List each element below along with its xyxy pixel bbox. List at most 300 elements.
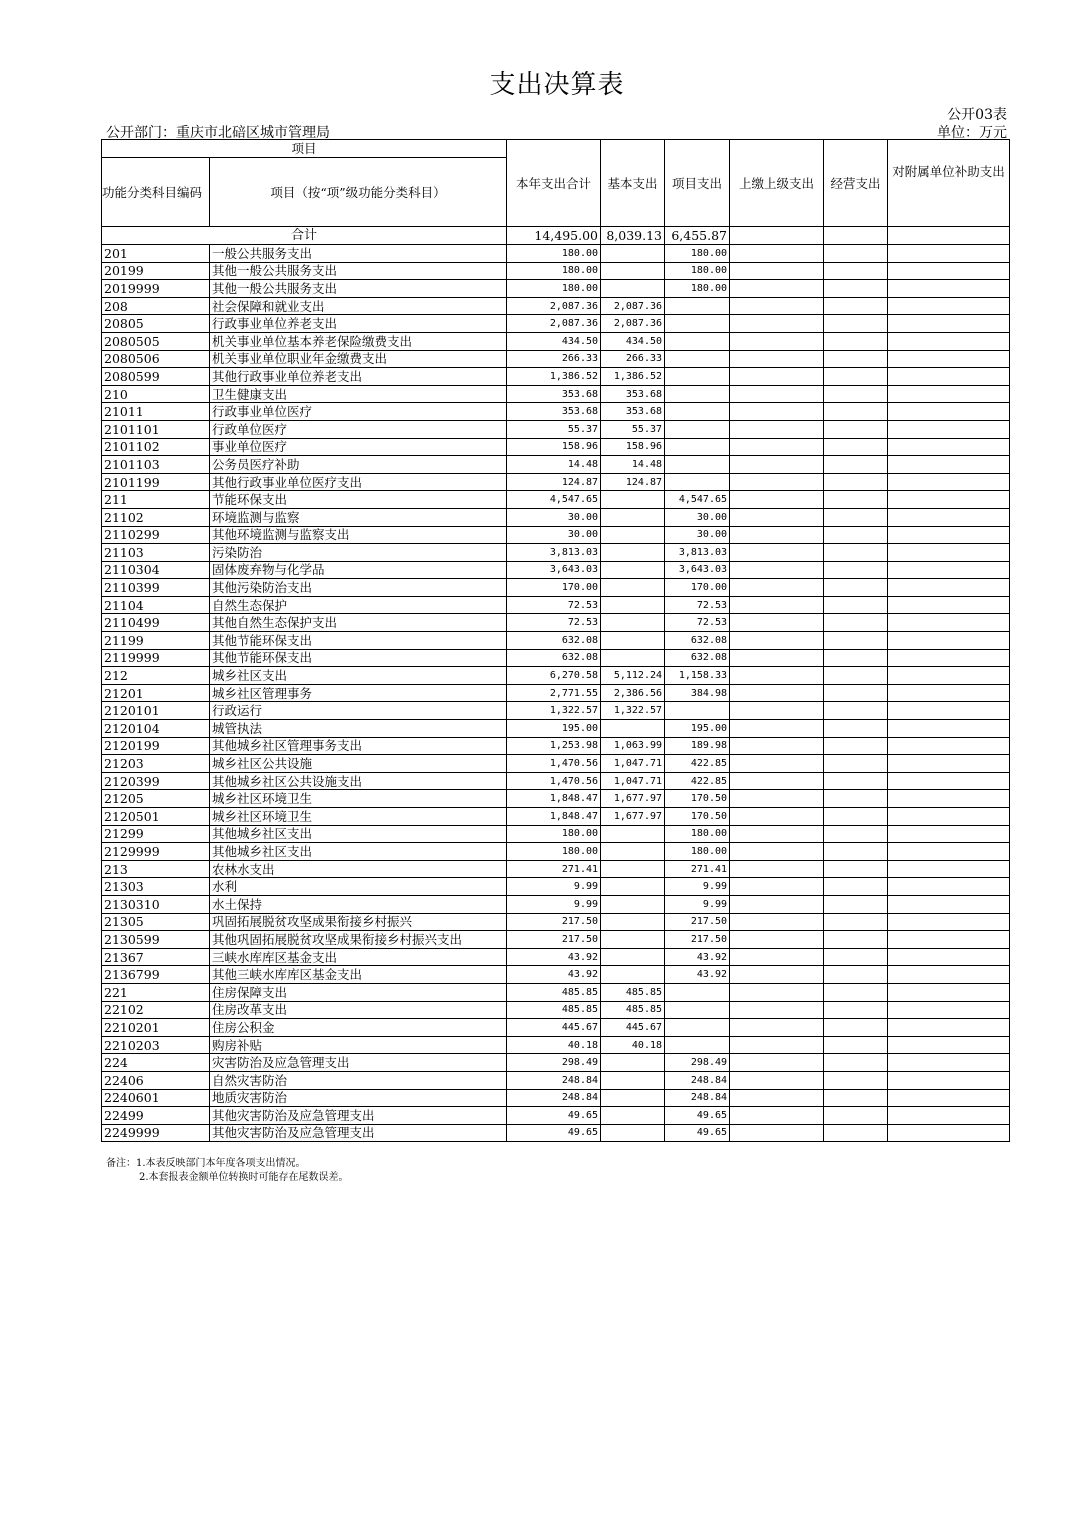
row-name: 城乡社区环境卫生 bbox=[210, 808, 507, 826]
row-subsidy bbox=[888, 878, 1010, 896]
row-business bbox=[824, 772, 888, 790]
row-project bbox=[665, 403, 730, 421]
row-basic bbox=[601, 913, 665, 931]
row-code: 2110499 bbox=[102, 614, 210, 632]
row-upper bbox=[730, 1019, 824, 1037]
row-upper bbox=[730, 508, 824, 526]
header-upper: 上缴上级支出 bbox=[730, 140, 824, 227]
row-project bbox=[665, 420, 730, 438]
row-basic: 1,047.71 bbox=[601, 755, 665, 773]
row-name: 其他灾害防治及应急管理支出 bbox=[210, 1124, 507, 1142]
row-name: 购房补贴 bbox=[210, 1036, 507, 1054]
row-subsidy bbox=[888, 262, 1010, 280]
row-upper bbox=[730, 473, 824, 491]
row-project: 30.00 bbox=[665, 508, 730, 526]
row-subsidy bbox=[888, 245, 1010, 263]
row-name: 水利 bbox=[210, 878, 507, 896]
row-basic bbox=[601, 966, 665, 984]
row-basic bbox=[601, 843, 665, 861]
row-business bbox=[824, 473, 888, 491]
table-row bbox=[102, 966, 1010, 984]
row-upper bbox=[730, 350, 824, 368]
row-project: 271.41 bbox=[665, 860, 730, 878]
row-code: 201 bbox=[102, 245, 210, 263]
row-basic: 1,677.97 bbox=[601, 790, 665, 808]
row-business bbox=[824, 684, 888, 702]
table-row bbox=[102, 1054, 1010, 1072]
row-upper bbox=[730, 860, 824, 878]
row-name: 环境监测与监察 bbox=[210, 508, 507, 526]
row-subsidy bbox=[888, 1107, 1010, 1125]
row-code: 22499 bbox=[102, 1107, 210, 1125]
row-upper bbox=[730, 579, 824, 597]
row-project bbox=[665, 438, 730, 456]
row-name: 农林水支出 bbox=[210, 860, 507, 878]
row-upper bbox=[730, 913, 824, 931]
row-upper bbox=[730, 808, 824, 826]
row-basic bbox=[601, 649, 665, 667]
row-project: 170.50 bbox=[665, 808, 730, 826]
row-business bbox=[824, 508, 888, 526]
row-total: 266.33 bbox=[507, 350, 601, 368]
row-upper bbox=[730, 1054, 824, 1072]
row-project bbox=[665, 1036, 730, 1054]
row-basic: 124.87 bbox=[601, 473, 665, 491]
row-basic bbox=[601, 544, 665, 562]
row-subsidy bbox=[888, 983, 1010, 1001]
row-project: 43.92 bbox=[665, 948, 730, 966]
row-upper bbox=[730, 843, 824, 861]
row-business bbox=[824, 385, 888, 403]
row-project bbox=[665, 368, 730, 386]
row-business bbox=[824, 1071, 888, 1089]
row-name: 城乡社区支出 bbox=[210, 667, 507, 685]
row-upper bbox=[730, 561, 824, 579]
row-code: 2249999 bbox=[102, 1124, 210, 1142]
row-business bbox=[824, 1089, 888, 1107]
row-name: 社会保障和就业支出 bbox=[210, 297, 507, 315]
row-subsidy bbox=[888, 579, 1010, 597]
row-business bbox=[824, 1124, 888, 1142]
header-row-1 bbox=[102, 140, 1010, 158]
header-subsidy: 对附属单位补助支出 bbox=[888, 140, 1010, 227]
header-total: 本年支出合计 bbox=[507, 140, 601, 227]
table-row bbox=[102, 1071, 1010, 1089]
row-subsidy bbox=[888, 772, 1010, 790]
table-row bbox=[102, 1089, 1010, 1107]
row-project: 248.84 bbox=[665, 1071, 730, 1089]
row-name: 住房保障支出 bbox=[210, 983, 507, 1001]
note-2: 2.本套报表金额单位转换时可能存在尾数误差。 bbox=[139, 1172, 349, 1183]
row-upper bbox=[730, 702, 824, 720]
row-project: 170.00 bbox=[665, 579, 730, 597]
row-upper bbox=[730, 632, 824, 650]
row-name: 其他一般公共服务支出 bbox=[210, 280, 507, 298]
row-subsidy bbox=[888, 1019, 1010, 1037]
row-subsidy bbox=[888, 544, 1010, 562]
row-code: 2110399 bbox=[102, 579, 210, 597]
row-subsidy bbox=[888, 649, 1010, 667]
row-business bbox=[824, 420, 888, 438]
row-basic bbox=[601, 895, 665, 913]
row-total: 43.92 bbox=[507, 948, 601, 966]
row-project: 170.50 bbox=[665, 790, 730, 808]
row-project: 422.85 bbox=[665, 772, 730, 790]
row-code: 2110304 bbox=[102, 561, 210, 579]
row-project: 422.85 bbox=[665, 755, 730, 773]
table-row bbox=[102, 596, 1010, 614]
row-project: 180.00 bbox=[665, 262, 730, 280]
row-subsidy bbox=[888, 755, 1010, 773]
table-row bbox=[102, 720, 1010, 738]
row-subsidy bbox=[888, 561, 1010, 579]
row-subsidy bbox=[888, 790, 1010, 808]
row-business bbox=[824, 649, 888, 667]
row-total: 2,087.36 bbox=[507, 297, 601, 315]
table-row bbox=[102, 403, 1010, 421]
row-project: 298.49 bbox=[665, 1054, 730, 1072]
table-row bbox=[102, 737, 1010, 755]
row-project bbox=[665, 385, 730, 403]
row-project: 1,158.33 bbox=[665, 667, 730, 685]
row-subsidy bbox=[888, 385, 1010, 403]
row-total: 1,848.47 bbox=[507, 790, 601, 808]
row-basic bbox=[601, 561, 665, 579]
row-basic: 1,047.71 bbox=[601, 772, 665, 790]
row-total: 14.48 bbox=[507, 456, 601, 474]
row-total: 49.65 bbox=[507, 1124, 601, 1142]
form-number: 公开03表 bbox=[947, 107, 1007, 123]
row-total: 485.85 bbox=[507, 1001, 601, 1019]
row-total: 1,848.47 bbox=[507, 808, 601, 826]
table-row bbox=[102, 790, 1010, 808]
row-project: 217.50 bbox=[665, 913, 730, 931]
row-code: 21203 bbox=[102, 755, 210, 773]
table-row bbox=[102, 579, 1010, 597]
row-total: 271.41 bbox=[507, 860, 601, 878]
row-business bbox=[824, 878, 888, 896]
row-code: 213 bbox=[102, 860, 210, 878]
row-business bbox=[824, 491, 888, 509]
row-code: 21205 bbox=[102, 790, 210, 808]
row-name: 污染防治 bbox=[210, 544, 507, 562]
row-upper bbox=[730, 720, 824, 738]
row-business bbox=[824, 895, 888, 913]
row-upper bbox=[730, 825, 824, 843]
row-code: 2080599 bbox=[102, 368, 210, 386]
row-total: 353.68 bbox=[507, 403, 601, 421]
row-project: 180.00 bbox=[665, 245, 730, 263]
row-total: 180.00 bbox=[507, 280, 601, 298]
row-total: 30.00 bbox=[507, 526, 601, 544]
row-basic bbox=[601, 1054, 665, 1072]
row-subsidy bbox=[888, 720, 1010, 738]
row-total: 2,771.55 bbox=[507, 684, 601, 702]
row-business bbox=[824, 297, 888, 315]
row-code: 2130599 bbox=[102, 931, 210, 949]
row-subsidy bbox=[888, 315, 1010, 333]
table-row bbox=[102, 878, 1010, 896]
row-name: 事业单位医疗 bbox=[210, 438, 507, 456]
table-row bbox=[102, 420, 1010, 438]
row-project: 49.65 bbox=[665, 1107, 730, 1125]
row-basic: 158.96 bbox=[601, 438, 665, 456]
row-basic: 353.68 bbox=[601, 385, 665, 403]
row-business bbox=[824, 843, 888, 861]
row-business bbox=[824, 983, 888, 1001]
row-project bbox=[665, 332, 730, 350]
row-total: 180.00 bbox=[507, 843, 601, 861]
row-name: 灾害防治及应急管理支出 bbox=[210, 1054, 507, 1072]
row-subsidy bbox=[888, 931, 1010, 949]
row-upper bbox=[730, 948, 824, 966]
row-project bbox=[665, 1001, 730, 1019]
row-code: 210 bbox=[102, 385, 210, 403]
row-code: 22406 bbox=[102, 1071, 210, 1089]
row-basic bbox=[601, 878, 665, 896]
row-name: 地质灾害防治 bbox=[210, 1089, 507, 1107]
row-code: 224 bbox=[102, 1054, 210, 1072]
row-business bbox=[824, 948, 888, 966]
row-code: 211 bbox=[102, 491, 210, 509]
row-business bbox=[824, 403, 888, 421]
row-business bbox=[824, 596, 888, 614]
unit-label: 单位：万元 bbox=[937, 125, 1007, 141]
row-total: 30.00 bbox=[507, 508, 601, 526]
row-business bbox=[824, 544, 888, 562]
table-row bbox=[102, 280, 1010, 298]
row-name: 其他行政事业单位养老支出 bbox=[210, 368, 507, 386]
row-business bbox=[824, 262, 888, 280]
row-name: 其他行政事业单位医疗支出 bbox=[210, 473, 507, 491]
row-name: 水土保持 bbox=[210, 895, 507, 913]
row-name: 其他巩固拓展脱贫攻坚成果衔接乡村振兴支出 bbox=[210, 931, 507, 949]
row-subsidy bbox=[888, 1071, 1010, 1089]
row-name: 其他城乡社区支出 bbox=[210, 825, 507, 843]
row-basic: 14.48 bbox=[601, 456, 665, 474]
row-subsidy bbox=[888, 1124, 1010, 1142]
row-total: 4,547.65 bbox=[507, 491, 601, 509]
row-basic bbox=[601, 1124, 665, 1142]
row-subsidy bbox=[888, 473, 1010, 491]
table-row bbox=[102, 808, 1010, 826]
row-project: 632.08 bbox=[665, 649, 730, 667]
row-basic: 1,677.97 bbox=[601, 808, 665, 826]
row-basic bbox=[601, 931, 665, 949]
row-total: 217.50 bbox=[507, 931, 601, 949]
row-code: 2080505 bbox=[102, 332, 210, 350]
row-total: 217.50 bbox=[507, 913, 601, 931]
table-row bbox=[102, 297, 1010, 315]
row-name: 住房公积金 bbox=[210, 1019, 507, 1037]
row-subsidy bbox=[888, 280, 1010, 298]
table-row bbox=[102, 684, 1010, 702]
row-code: 21199 bbox=[102, 632, 210, 650]
row-total: 1,470.56 bbox=[507, 772, 601, 790]
expenditure-table bbox=[101, 139, 1010, 1142]
row-upper bbox=[730, 684, 824, 702]
table-row bbox=[102, 983, 1010, 1001]
row-upper bbox=[730, 368, 824, 386]
row-basic bbox=[601, 526, 665, 544]
total-upper bbox=[730, 227, 824, 245]
row-total: 40.18 bbox=[507, 1036, 601, 1054]
table-row bbox=[102, 245, 1010, 263]
row-upper bbox=[730, 1124, 824, 1142]
table-row bbox=[102, 702, 1010, 720]
table-row bbox=[102, 632, 1010, 650]
table-row bbox=[102, 825, 1010, 843]
row-business bbox=[824, 790, 888, 808]
row-name: 行政单位医疗 bbox=[210, 420, 507, 438]
row-subsidy bbox=[888, 1054, 1010, 1072]
row-total: 180.00 bbox=[507, 262, 601, 280]
row-basic: 485.85 bbox=[601, 983, 665, 1001]
row-code: 2210201 bbox=[102, 1019, 210, 1037]
row-name: 节能环保支出 bbox=[210, 491, 507, 509]
row-total: 195.00 bbox=[507, 720, 601, 738]
row-basic bbox=[601, 579, 665, 597]
row-project: 4,547.65 bbox=[665, 491, 730, 509]
table-row bbox=[102, 262, 1010, 280]
row-code: 2101199 bbox=[102, 473, 210, 491]
row-basic: 2,386.56 bbox=[601, 684, 665, 702]
row-code: 2080506 bbox=[102, 350, 210, 368]
row-upper bbox=[730, 737, 824, 755]
row-code: 21103 bbox=[102, 544, 210, 562]
row-project: 180.00 bbox=[665, 280, 730, 298]
row-project: 195.00 bbox=[665, 720, 730, 738]
table-row bbox=[102, 913, 1010, 931]
table-row bbox=[102, 948, 1010, 966]
row-name: 其他城乡社区管理事务支出 bbox=[210, 737, 507, 755]
row-total: 298.49 bbox=[507, 1054, 601, 1072]
row-basic: 1,386.52 bbox=[601, 368, 665, 386]
row-upper bbox=[730, 1001, 824, 1019]
row-basic bbox=[601, 245, 665, 263]
row-upper bbox=[730, 491, 824, 509]
row-basic: 1,063.99 bbox=[601, 737, 665, 755]
row-subsidy bbox=[888, 350, 1010, 368]
row-project bbox=[665, 350, 730, 368]
row-name: 城乡社区公共设施 bbox=[210, 755, 507, 773]
row-project: 3,813.03 bbox=[665, 544, 730, 562]
row-project: 49.65 bbox=[665, 1124, 730, 1142]
row-subsidy bbox=[888, 403, 1010, 421]
row-project: 189.98 bbox=[665, 737, 730, 755]
header-basic: 基本支出 bbox=[601, 140, 665, 227]
table-row bbox=[102, 1019, 1010, 1037]
row-business bbox=[824, 526, 888, 544]
row-upper bbox=[730, 420, 824, 438]
row-business bbox=[824, 1019, 888, 1037]
row-code: 20199 bbox=[102, 262, 210, 280]
row-subsidy bbox=[888, 368, 1010, 386]
total-basic: 8,039.13 bbox=[601, 227, 665, 245]
row-upper bbox=[730, 1107, 824, 1125]
row-total: 124.87 bbox=[507, 473, 601, 491]
row-project bbox=[665, 473, 730, 491]
row-name: 城乡社区环境卫生 bbox=[210, 790, 507, 808]
row-basic bbox=[601, 860, 665, 878]
row-total: 9.99 bbox=[507, 878, 601, 896]
row-code: 21303 bbox=[102, 878, 210, 896]
row-subsidy bbox=[888, 491, 1010, 509]
row-total: 180.00 bbox=[507, 825, 601, 843]
row-basic: 266.33 bbox=[601, 350, 665, 368]
row-upper bbox=[730, 755, 824, 773]
row-business bbox=[824, 808, 888, 826]
row-total: 6,270.58 bbox=[507, 667, 601, 685]
table-row bbox=[102, 1124, 1010, 1142]
table-row bbox=[102, 931, 1010, 949]
row-business bbox=[824, 737, 888, 755]
total-label: 合计 bbox=[102, 227, 507, 245]
row-name: 一般公共服务支出 bbox=[210, 245, 507, 263]
table-row bbox=[102, 561, 1010, 579]
row-code: 221 bbox=[102, 983, 210, 1001]
row-subsidy bbox=[888, 737, 1010, 755]
row-business bbox=[824, 456, 888, 474]
row-total: 485.85 bbox=[507, 983, 601, 1001]
row-name: 城乡社区管理事务 bbox=[210, 684, 507, 702]
row-upper bbox=[730, 544, 824, 562]
department-label: 公开部门：重庆市北碚区城市管理局 bbox=[106, 125, 330, 141]
row-project: 72.53 bbox=[665, 596, 730, 614]
row-subsidy bbox=[888, 1036, 1010, 1054]
row-total: 49.65 bbox=[507, 1107, 601, 1125]
row-upper bbox=[730, 596, 824, 614]
row-name: 其他污染防治支出 bbox=[210, 579, 507, 597]
row-subsidy bbox=[888, 526, 1010, 544]
row-upper bbox=[730, 1071, 824, 1089]
row-basic bbox=[601, 1107, 665, 1125]
row-basic bbox=[601, 825, 665, 843]
row-upper bbox=[730, 438, 824, 456]
table-row bbox=[102, 860, 1010, 878]
row-project bbox=[665, 315, 730, 333]
row-project bbox=[665, 702, 730, 720]
row-total: 72.53 bbox=[507, 596, 601, 614]
page-title: 支出决算表 bbox=[489, 70, 625, 100]
row-project: 9.99 bbox=[665, 878, 730, 896]
header-business: 经营支出 bbox=[824, 140, 888, 227]
row-business bbox=[824, 332, 888, 350]
row-upper bbox=[730, 1089, 824, 1107]
row-basic bbox=[601, 720, 665, 738]
row-total: 248.84 bbox=[507, 1089, 601, 1107]
row-code: 2240601 bbox=[102, 1089, 210, 1107]
row-total: 1,253.98 bbox=[507, 737, 601, 755]
row-subsidy bbox=[888, 684, 1010, 702]
row-code: 20805 bbox=[102, 315, 210, 333]
row-upper bbox=[730, 931, 824, 949]
row-business bbox=[824, 702, 888, 720]
row-name: 自然生态保护 bbox=[210, 596, 507, 614]
row-project bbox=[665, 456, 730, 474]
row-business bbox=[824, 245, 888, 263]
table-row bbox=[102, 614, 1010, 632]
total-subsidy bbox=[888, 227, 1010, 245]
row-business bbox=[824, 720, 888, 738]
row-code: 22102 bbox=[102, 1001, 210, 1019]
table-row bbox=[102, 755, 1010, 773]
notes bbox=[106, 1157, 349, 1185]
row-project: 30.00 bbox=[665, 526, 730, 544]
row-name: 巩固拓展脱贫攻坚成果衔接乡村振兴 bbox=[210, 913, 507, 931]
row-total: 1,322.57 bbox=[507, 702, 601, 720]
row-code: 212 bbox=[102, 667, 210, 685]
